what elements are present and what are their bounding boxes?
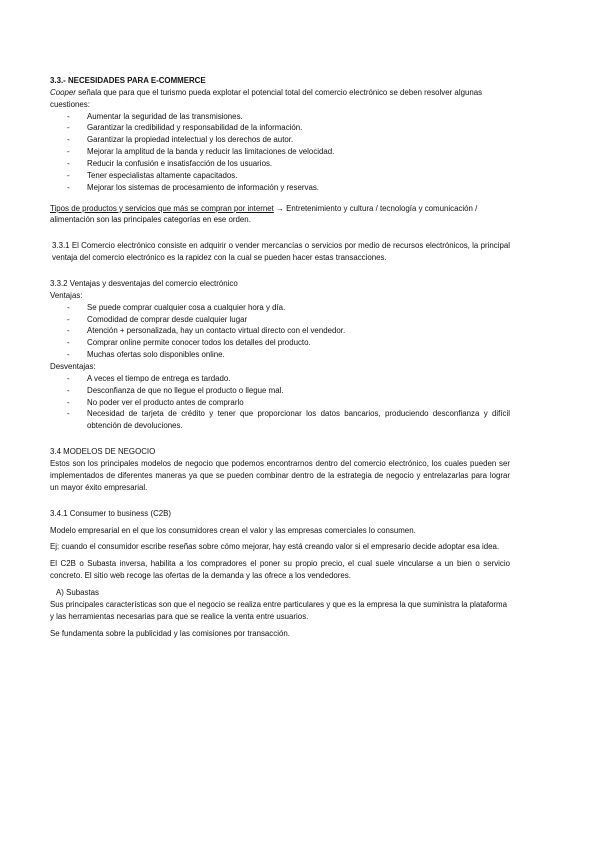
c2b-paragraph-3: El C2B o Subasta inversa, habilita a los compradores el poner su propio precio, el cual suele vincularse a un bien o servicio concreto. El sitio web recoge las ofertas de la demanda y las ofrece a los vendedores.: [50, 559, 510, 581]
ventajas-list: [50, 302, 510, 361]
list-item: - Reducir la confusión e insatisfacción de los usuarios.: [50, 158, 510, 170]
list-item: - Atención + personalizada, hay un contacto virtual directo con el vendedor.: [50, 325, 510, 337]
list-item: - Comodidad de comprar desde cualquier lugar: [50, 314, 510, 326]
document-page: [50, 75, 510, 639]
product-types-underlined: Tipos de productos y servicios que más se compran por internet: [50, 203, 274, 213]
c2b-paragraph-2: Ej: cuando el consumidor escribe reseñas sobre cómo mejorar, hay está creando valor si el empresario decide adoptar esa idea.: [50, 542, 500, 552]
desventajas-list: [50, 373, 510, 432]
author-name: Cooper: [50, 87, 76, 97]
list-item: - Aumentar la seguridad de las transmisiones.: [50, 111, 510, 123]
needs-list: [50, 111, 510, 194]
section-3-4-paragraph: Estos son los principales modelos de negocio que podemos encontrarnos dentro del comercio electrónico, los cuales pueden ser implementados de diferentes maneras ya que se pueden combinar dentro de la estrategia de negocio y entrelazarlas para lograr un mayor éxito empresarial.: [50, 459, 510, 492]
intro-text: señala que para que el turismo pueda explotar el potencial total del comercio electrónico se deben resolver algunas cuestiones:: [50, 87, 483, 109]
list-item: - Garantizar la propiedad intelectual y los derechos de autor.: [50, 134, 510, 146]
list-item: - Comprar online permite conocer todos los detalles del producto.: [50, 337, 510, 349]
c2b-paragraph-1: Modelo empresarial en el que los consumidores crean el valor y las empresas comerciales lo consumen.: [50, 525, 416, 535]
subastas-paragraph-2: Se fundamenta sobre la publicidad y las comisiones por transacción.: [50, 628, 290, 638]
desventajas-label: Desventajas:: [50, 362, 96, 372]
list-item: - Necesidad de tarjeta de crédito y tener que proporcionar los datos bancarios, produciendo desconfianza y difícil obtención de devoluciones.: [50, 408, 510, 432]
subastas-paragraph-1: Sus principales características son que el negocio se realiza entre particulares y que es la empresa la que suministra la plataforma y las herramientas necesarias para que se realice la venta entre usuarios.: [50, 599, 508, 621]
list-item: - Desconfianza de que no llegue el producto o llegue mal.: [50, 385, 510, 397]
list-item: - Garantizar la credibilidad y responsabilidad de la información.: [50, 122, 510, 134]
section-3-3-1-paragraph: 3.3.1 El Comercio electrónico consiste en adquirir o vender mercancías o servicios por medio de recursos electrónicos, la principal ventaja del comercio electrónico es la rapidez con la cual se pueden hacer estas transacciones.: [52, 241, 510, 263]
section-heading-3-4-1: 3.4.1 Consumer to business (C2B): [50, 508, 172, 518]
section-heading-3-3: 3.3.- NECESIDADES PARA E-COMMERCE: [50, 76, 206, 85]
list-item: - Muchas ofertas solo disponibles online.: [50, 349, 510, 361]
product-types-paragraph: [50, 203, 510, 227]
section-3-3-intro: [50, 87, 510, 111]
list-item: - No poder ver el producto antes de comprarlo: [50, 397, 510, 409]
list-item: - Tener especialistas altamente capacitados.: [50, 170, 510, 182]
ventajas-label: Ventajas:: [50, 290, 83, 300]
section-heading-3-3-2: 3.3.2 Ventajas y desventajas del comercio electrónico: [50, 279, 238, 289]
list-item: - A veces el tiempo de entrega es tardado.: [50, 373, 510, 385]
section-heading-3-4: 3.4 MODELOS DE NEGOCIO: [50, 447, 156, 457]
list-item: - Mejorar los sistemas de procesamiento de información y reservas.: [50, 182, 510, 194]
list-item: - Se puede comprar cualquier cosa a cualquier hora y día.: [50, 302, 510, 314]
product-types-text: → Entretenimiento y cultura / tecnología y comunicación / alimentación son las principales categorías en ese orden.: [50, 203, 478, 225]
subastas-heading: A) Subastas: [56, 587, 99, 597]
list-item: - Mejorar la amplitud de la banda y reducir las limitaciones de velocidad.: [50, 146, 510, 158]
